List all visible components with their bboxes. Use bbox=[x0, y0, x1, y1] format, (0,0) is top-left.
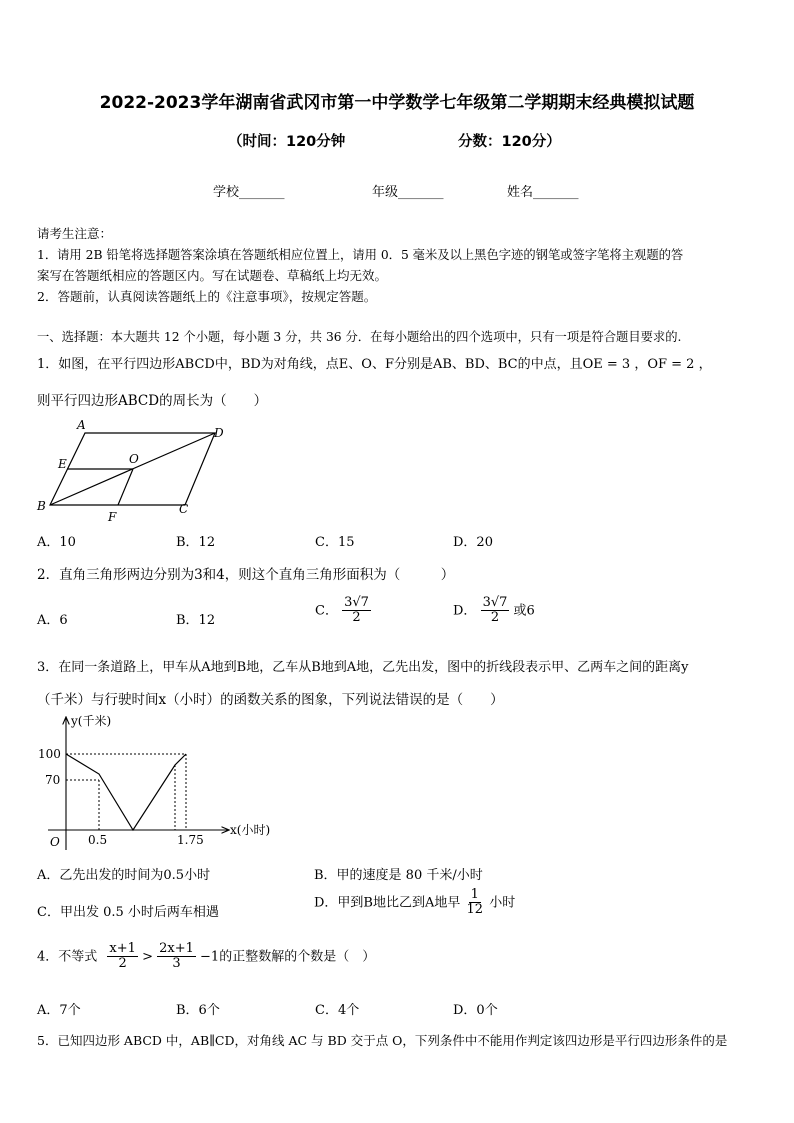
q3-option-d-suffix: 小时 bbox=[489, 895, 516, 911]
q3-option-d-denominator: 12 bbox=[466, 902, 484, 918]
notice-line-2: 2．答题前，认真阅读答题纸上的《注意事项》，按规定答题。 bbox=[37, 289, 377, 304]
school-field[interactable]: 学校_______ bbox=[213, 185, 285, 200]
q4-prefix: 4．不等式 bbox=[37, 949, 98, 965]
label-d: D bbox=[214, 426, 224, 440]
q3-option-d-fraction bbox=[465, 888, 486, 918]
q3-option-d[interactable] bbox=[314, 888, 515, 918]
q4-stem bbox=[37, 942, 375, 972]
graph-x-tick-0-5: 0.5 bbox=[88, 833, 108, 847]
distance-polyline bbox=[66, 754, 186, 830]
q1-option-d[interactable]: D．20 bbox=[453, 535, 493, 550]
label-a: A bbox=[77, 418, 86, 432]
q4-fraction-2 bbox=[157, 942, 196, 972]
q5-stem: 5．已知四边形 ABCD 中，AB∥CD，对角线 AC 与 BD 交于点 O，下列条件中不能用作判定该四边形是平行四边形条件的是 bbox=[37, 1033, 728, 1048]
q4-option-b[interactable]: B．6个 bbox=[176, 1003, 220, 1018]
q2-option-d-prefix: D． bbox=[453, 603, 477, 619]
label-o: O bbox=[129, 452, 139, 466]
q4-fraction-1 bbox=[107, 942, 138, 972]
q4-fraction-1-denominator: 2 bbox=[118, 956, 127, 972]
q2-option-d-numerator: 3√7 bbox=[482, 595, 508, 610]
q2-option-c-prefix: C． bbox=[315, 603, 338, 619]
q2-option-c-fraction bbox=[342, 596, 371, 626]
q3-stem-line-2: （千米）与行驶时间x（小时）的函数关系的图象，下列说法错误的是（ ） bbox=[37, 692, 504, 708]
q4-fraction-1-numerator: x+1 bbox=[109, 941, 136, 956]
q1-option-c[interactable]: C．15 bbox=[315, 535, 355, 550]
q1-option-b[interactable]: B．12 bbox=[176, 535, 216, 550]
q3-option-d-numerator: 1 bbox=[470, 887, 479, 902]
q2-option-b[interactable]: B．12 bbox=[176, 613, 216, 628]
exam-score: 分数：120分） bbox=[458, 134, 561, 150]
q4-option-a[interactable]: A．7个 bbox=[37, 1003, 81, 1018]
q2-option-c-numerator: 3√7 bbox=[344, 595, 369, 610]
notice-line-1: 1．请用 2B 铅笔将选择题答案涂填在答题纸相应位置上，请用 0．5 毫米及以上黑色字迹的钢笔或签字笔将主观题的答 bbox=[37, 248, 684, 262]
q1-stem-line-1: 1．如图，在平行四边形ABCD中，BD为对角线，点E、O、F分别是AB、BD、BC的中点，且OE = 3 ，OF = 2 ， bbox=[37, 357, 712, 372]
graph-x-label: x(小时) bbox=[230, 823, 271, 837]
notice-line-1b: 案写在答题纸相应的答题区内。写在试题卷、草稿纸上均无效。 bbox=[37, 268, 388, 283]
q4-option-c[interactable]: C．4个 bbox=[315, 1003, 360, 1018]
q2-option-a[interactable]: A．6 bbox=[37, 613, 68, 628]
label-b: B bbox=[37, 499, 46, 513]
q2-option-c-denominator: 2 bbox=[352, 610, 361, 626]
q1-option-a[interactable]: A．10 bbox=[37, 535, 76, 550]
page-title: 2022-2023学年湖南省武冈市第一中学数学七年级第二学期期末经典模拟试题 bbox=[99, 93, 695, 113]
name-field[interactable]: 姓名_______ bbox=[507, 185, 579, 200]
q3-option-d-prefix: D．甲到B地比乙到A地早 bbox=[314, 895, 461, 911]
q4-option-d[interactable]: D．0个 bbox=[453, 1003, 498, 1018]
q2-option-d-denominator: 2 bbox=[490, 610, 500, 626]
label-e: E bbox=[58, 457, 67, 471]
q1-stem-line-2: 则平行四边形ABCD的周长为（ ） bbox=[37, 393, 268, 409]
q4-greater-than: > bbox=[142, 949, 153, 965]
q2-option-d-fraction bbox=[481, 596, 510, 626]
notice-heading: 请考生注意： bbox=[37, 226, 113, 241]
q1-parallelogram-figure bbox=[30, 415, 230, 525]
q2-option-c[interactable] bbox=[315, 596, 371, 626]
label-c: C bbox=[179, 502, 189, 516]
label-f: F bbox=[108, 510, 117, 524]
q4-fraction-2-denominator: 3 bbox=[172, 956, 181, 972]
q3-stem-line-1: 3．在同一条道路上，甲车从A地到B地，乙车从B地到A地，乙先出发，图中的折线段表示甲、乙两车之间的距离y bbox=[37, 660, 689, 675]
q2-stem: 2．直角三角形两边分别为3和4，则这个直角三角形面积为（ ） bbox=[37, 567, 455, 583]
graph-y-tick-100: 100 bbox=[38, 747, 61, 761]
section-heading: 一、选择题：本大题共 12 个小题，每小题 3 分，共 36 分．在每小题给出的四个选项中，只有一项是符合题目要求的. bbox=[37, 330, 682, 344]
q3-option-c[interactable]: C．甲出发 0.5 小时后两车相遇 bbox=[37, 905, 219, 920]
q3-distance-time-graph bbox=[38, 710, 318, 860]
q4-fraction-2-numerator: 2x+1 bbox=[159, 941, 194, 956]
exam-time: （时间：120分钟 bbox=[228, 134, 346, 150]
grade-field[interactable]: 年级_______ bbox=[372, 185, 444, 200]
q4-suffix: −1的正整数解的个数是（ ） bbox=[200, 949, 376, 965]
graph-y-label: y(千米) bbox=[71, 714, 112, 728]
graph-origin: O bbox=[50, 835, 60, 849]
q3-option-a[interactable]: A．乙先出发的时间为0.5小时 bbox=[37, 868, 211, 883]
graph-y-tick-70: 70 bbox=[45, 773, 61, 787]
graph-x-tick-1-75: 1.75 bbox=[177, 833, 204, 847]
q3-option-b[interactable]: B．甲的速度是 80 千米/小时 bbox=[314, 868, 483, 883]
q2-option-d-suffix: 或6 bbox=[513, 603, 535, 619]
q2-option-d[interactable] bbox=[453, 596, 535, 626]
